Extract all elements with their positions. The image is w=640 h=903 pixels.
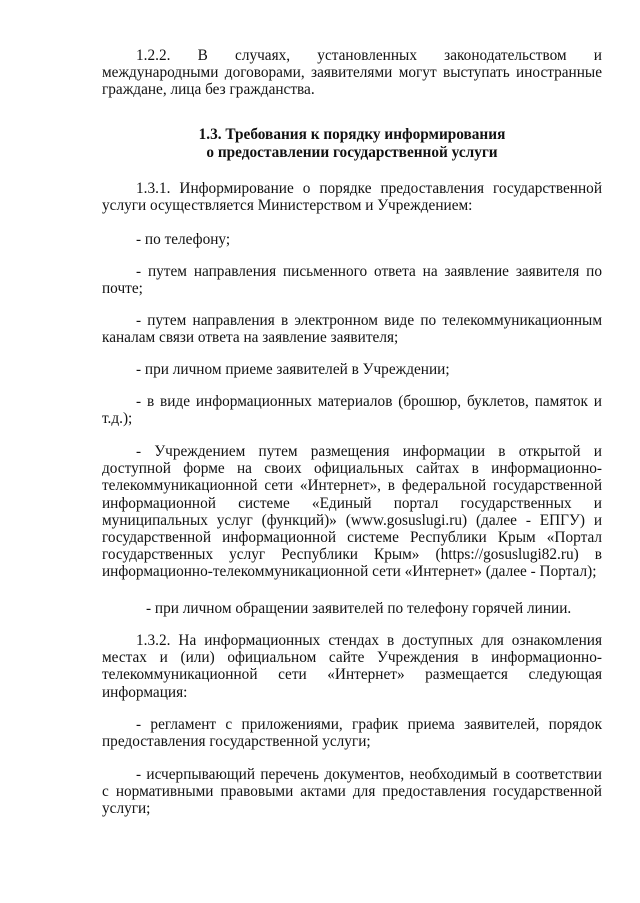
list-item-email: - путем направления в электронном виде по телекоммуникационным каналам связи ответа на заявление заявителя; [102,312,602,347]
list-item-phone: - по телефону; [136,231,231,248]
list-item-regulation: - регламент с приложениями, график приема заявителей, порядок предоставления государственной услуги; [102,716,602,751]
paragraph-1-3-1: 1.3.1. Информирование о порядке предоставления государственной услуги осуществляется Министерством и Учреждением: [102,180,602,215]
list-item-info-materials: - в виде информационных материалов (брошюр, буклетов, памяток и т.д.); [102,393,602,428]
list-item-letter: - путем направления письменного ответа на заявление заявителя по почте; [102,263,602,298]
list-item-websites: - Учреждением путем размещения информации в открытой и доступной форме на своих официальных сайтах в информационно-телекоммуникационной сети «Интернет», в федеральной государственной информационной системе «Единый портал государственных и муниципальных услуг (функций)» (www.gosuslugi.ru) (далее - ЕПГУ) и государственной информационной системе Республики Крым «Портал государственных услуг Республики Крым» (https://gosuslugi82.ru) в информационно-телекоммуникационной сети «Интернет» (далее - Портал); [102,443,602,581]
paragraph-1-3-2: 1.3.2. На информационных стендах в доступных для ознакомления местах и (или) официальном сайте Учреждения в информационно-телекоммуникационной сети «Интернет» размещается следующая информация: [102,632,602,701]
list-item-hotline: - при личном обращении заявителей по телефону горячей линии. [146,600,572,617]
list-item-personal-reception: - при личном приеме заявителей в Учреждении; [136,361,450,378]
section-title-1-3-line2: о предоставлении государственной услуги [206,144,498,161]
section-title-1-3-line1: 1.3. Требования к порядку информирования [198,126,506,143]
list-item-documents: - исчерпывающий перечень документов, необходимый в соответствии с нормативными правовыми актами для предоставления государственной услуги; [102,766,602,818]
paragraph-1-2-2: 1.2.2. В случаях, установленных законодательством и международными договорами, заявителями могут выступать иностранные граждане, лица без гражданства. [102,47,602,99]
